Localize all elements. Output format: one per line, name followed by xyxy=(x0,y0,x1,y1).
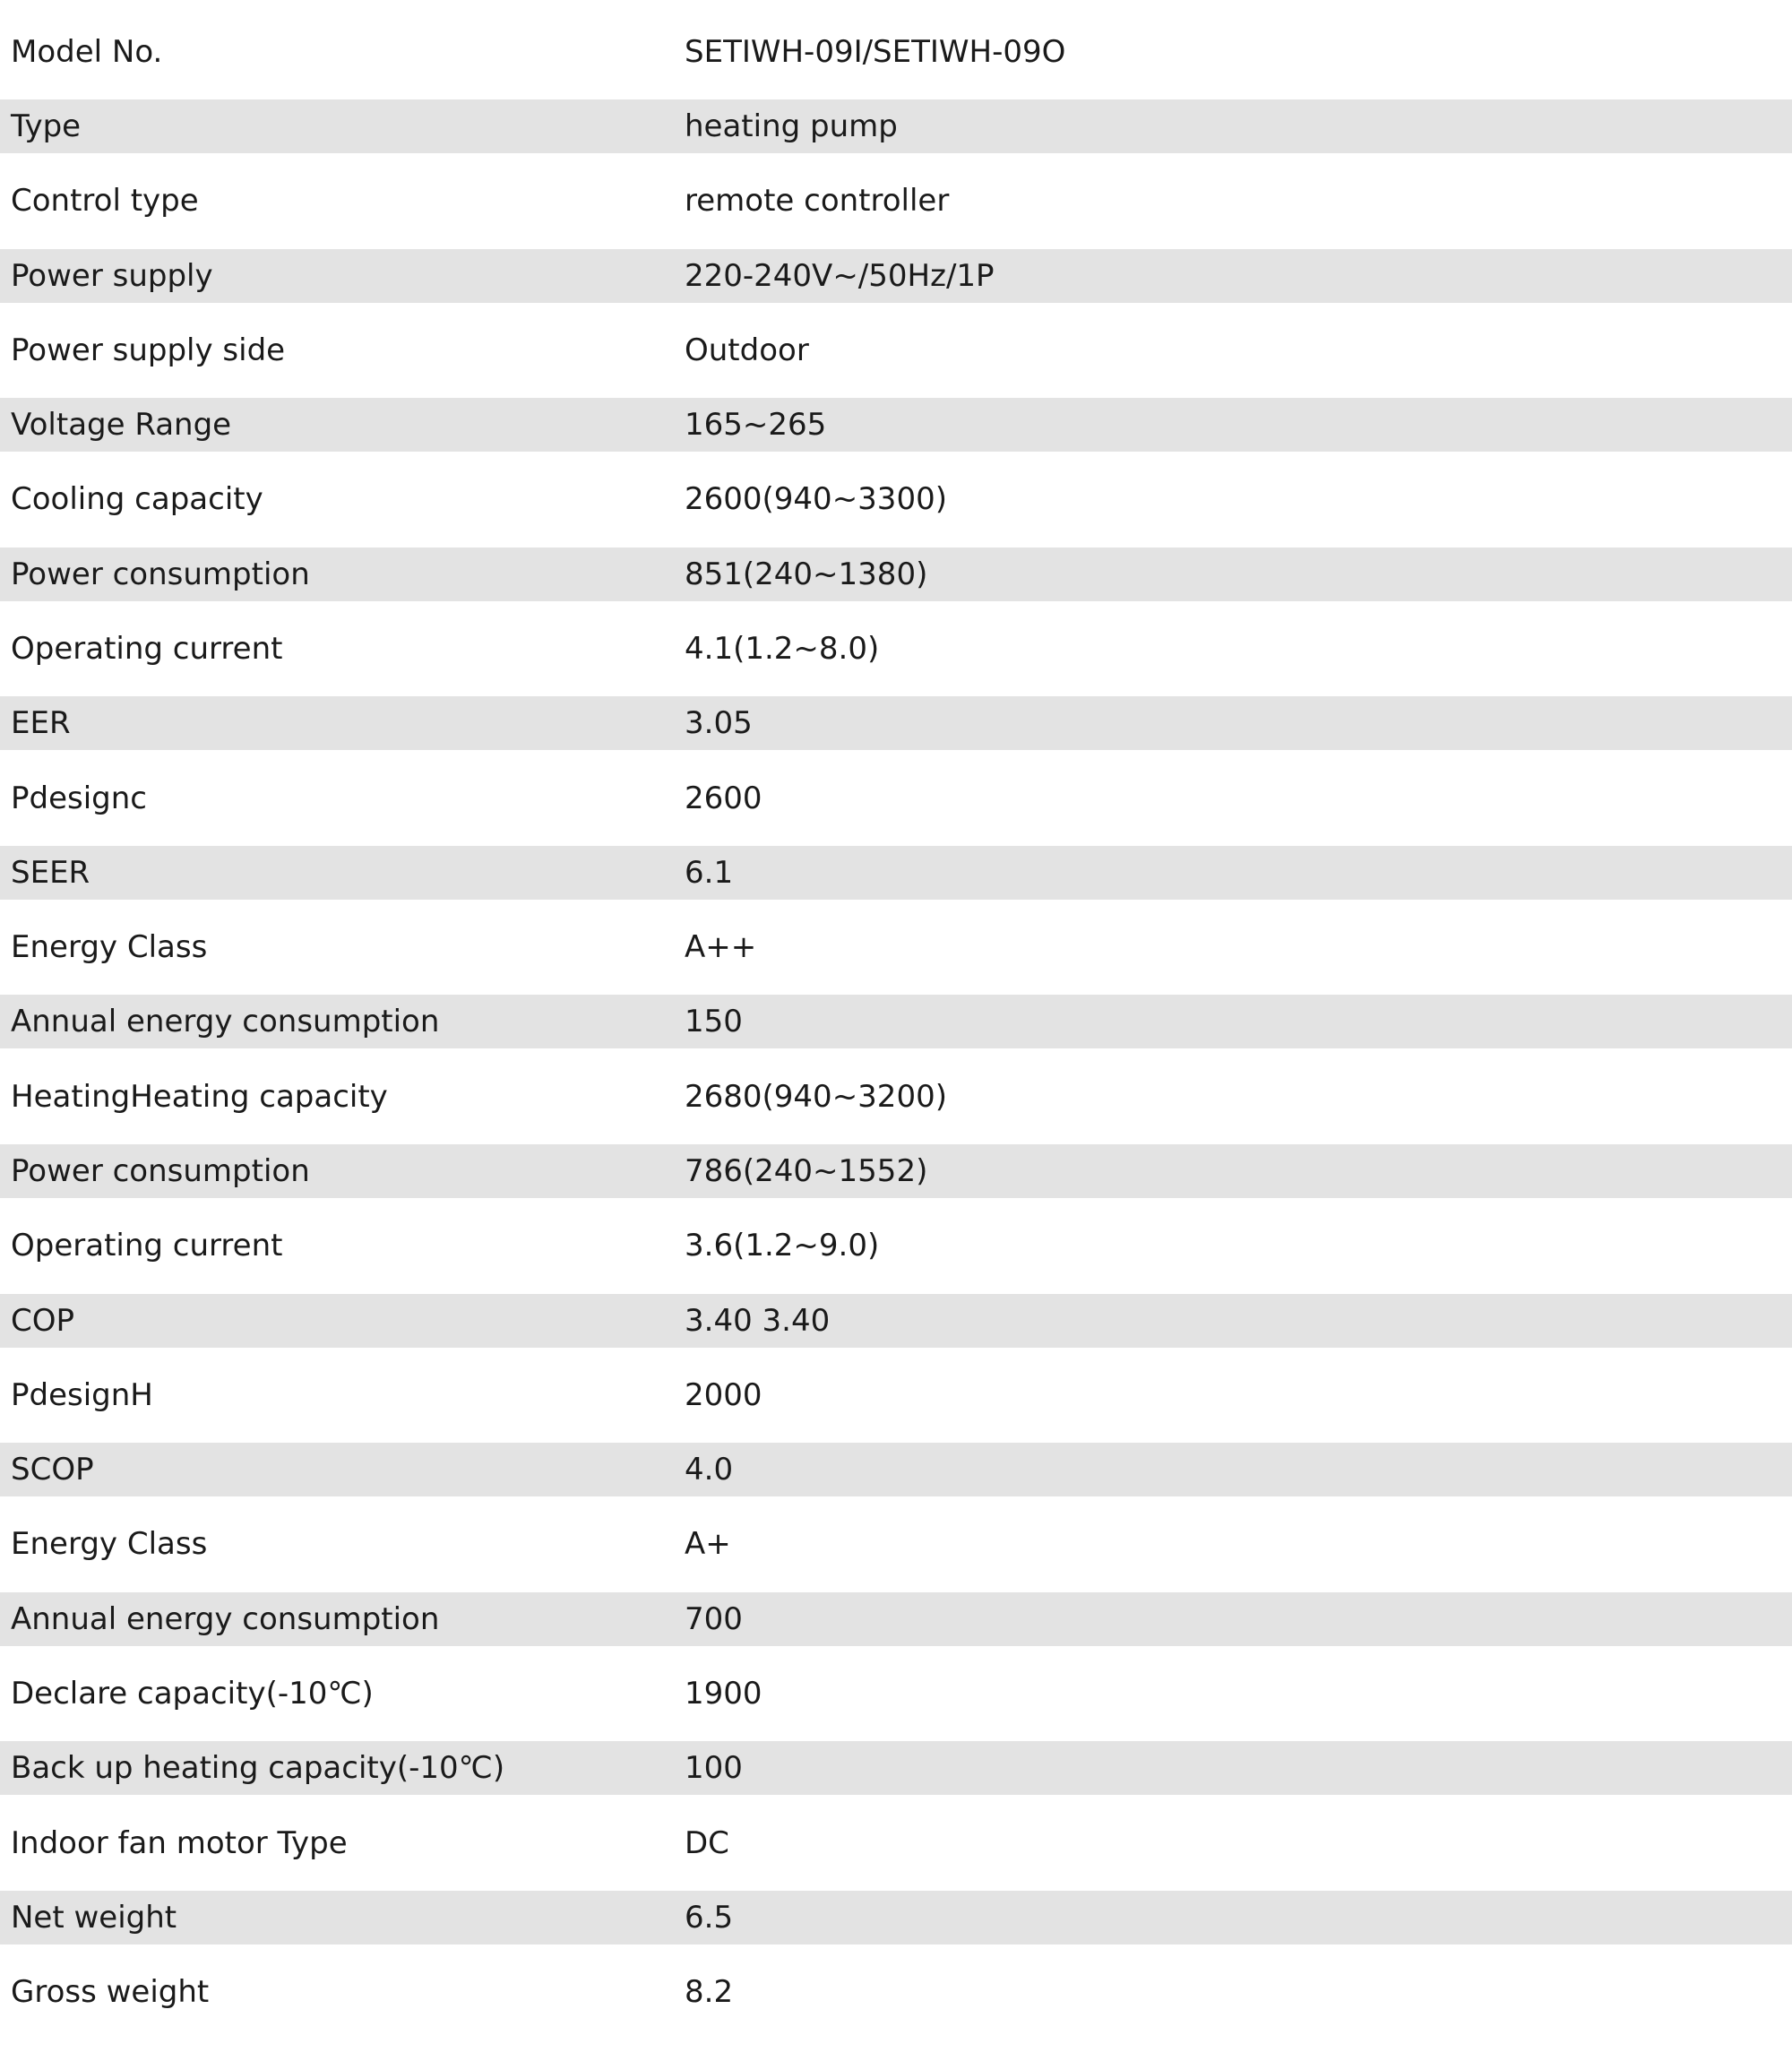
row-value: SETIWH-09I/SETIWH-09O xyxy=(685,33,1066,70)
spec-table xyxy=(0,14,1792,2030)
row-label: Energy Class xyxy=(11,929,208,966)
row-label: Pdesignc xyxy=(11,780,147,816)
row-value: 1900 xyxy=(685,1676,762,1712)
row-value: 8.2 xyxy=(685,1974,734,2011)
row-value: 700 xyxy=(685,1600,743,1637)
table-row xyxy=(0,1741,1792,1795)
row-label: Voltage Range xyxy=(11,407,232,444)
row-value: heating pump xyxy=(685,108,898,144)
row-label: Operating current xyxy=(11,630,283,667)
row-value: 3.6(1.2~9.0) xyxy=(685,1228,880,1264)
row-value: 2000 xyxy=(685,1376,762,1413)
table-row xyxy=(0,99,1792,153)
table-row xyxy=(0,1507,1792,1582)
row-label: Energy Class xyxy=(11,1526,208,1563)
row-label: SEER xyxy=(11,854,90,891)
table-row xyxy=(0,1806,1792,1880)
table-row xyxy=(0,1059,1792,1134)
table-row xyxy=(0,761,1792,835)
table-row xyxy=(0,462,1792,537)
table-row xyxy=(0,1955,1792,2030)
row-value: 4.1(1.2~8.0) xyxy=(685,630,880,667)
row-label: Operating current xyxy=(11,1228,283,1264)
row-label: Power supply side xyxy=(11,332,286,368)
row-label: Power consumption xyxy=(11,556,310,592)
row-value: 150 xyxy=(685,1004,743,1040)
row-value: A+ xyxy=(685,1526,731,1563)
row-label: Power consumption xyxy=(11,1152,310,1189)
row-value: 165~265 xyxy=(685,407,827,444)
table-row xyxy=(0,1144,1792,1198)
table-row xyxy=(0,14,1792,89)
row-value: 6.1 xyxy=(685,854,734,891)
row-label: Declare capacity(-10℃) xyxy=(11,1676,374,1712)
row-label: PdesignH xyxy=(11,1376,153,1413)
table-row xyxy=(0,313,1792,387)
table-row xyxy=(0,1294,1792,1348)
row-label: EER xyxy=(11,705,71,742)
table-row xyxy=(0,611,1792,686)
row-value: remote controller xyxy=(685,183,950,220)
table-row xyxy=(0,696,1792,750)
row-value: 220-240V~/50Hz/1P xyxy=(685,257,995,294)
row-label: Cooling capacity xyxy=(11,481,263,518)
row-label: Back up heating capacity(-10℃) xyxy=(11,1750,505,1787)
table-row xyxy=(0,910,1792,984)
row-label: Annual energy consumption xyxy=(11,1004,440,1040)
row-label: Model No. xyxy=(11,33,163,70)
table-row xyxy=(0,1209,1792,1283)
row-label: Control type xyxy=(11,183,199,220)
row-value: 851(240~1380) xyxy=(685,556,928,592)
row-value: 2680(940~3200) xyxy=(685,1078,947,1115)
row-label: Power supply xyxy=(11,257,213,294)
table-row xyxy=(0,846,1792,900)
row-value: A++ xyxy=(685,929,757,966)
row-label: Type xyxy=(11,108,82,144)
row-value: 2600(940~3300) xyxy=(685,481,947,518)
row-value: 2600 xyxy=(685,780,762,816)
row-label: HeatingHeating capacity xyxy=(11,1078,388,1115)
row-label: Gross weight xyxy=(11,1974,210,2011)
table-row xyxy=(0,1891,1792,1945)
row-value: 6.5 xyxy=(685,1899,734,1936)
row-value: 3.05 xyxy=(685,705,753,742)
row-label: SCOP xyxy=(11,1452,94,1488)
table-row xyxy=(0,1592,1792,1646)
row-value: Outdoor xyxy=(685,332,809,368)
row-value: 3.40 3.40 xyxy=(685,1302,831,1339)
table-row xyxy=(0,249,1792,303)
table-row xyxy=(0,164,1792,238)
row-value: 100 xyxy=(685,1750,743,1787)
row-label: Annual energy consumption xyxy=(11,1600,440,1637)
table-row xyxy=(0,1443,1792,1496)
table-row xyxy=(0,398,1792,452)
table-row xyxy=(0,1656,1792,1730)
row-value: 786(240~1552) xyxy=(685,1152,928,1189)
table-row xyxy=(0,995,1792,1048)
row-value: 4.0 xyxy=(685,1452,734,1488)
row-label: Indoor fan motor Type xyxy=(11,1824,348,1861)
table-row xyxy=(0,1358,1792,1432)
table-row xyxy=(0,548,1792,601)
row-value: DC xyxy=(685,1824,729,1861)
row-label: COP xyxy=(11,1302,75,1339)
row-label: Net weight xyxy=(11,1899,177,1936)
